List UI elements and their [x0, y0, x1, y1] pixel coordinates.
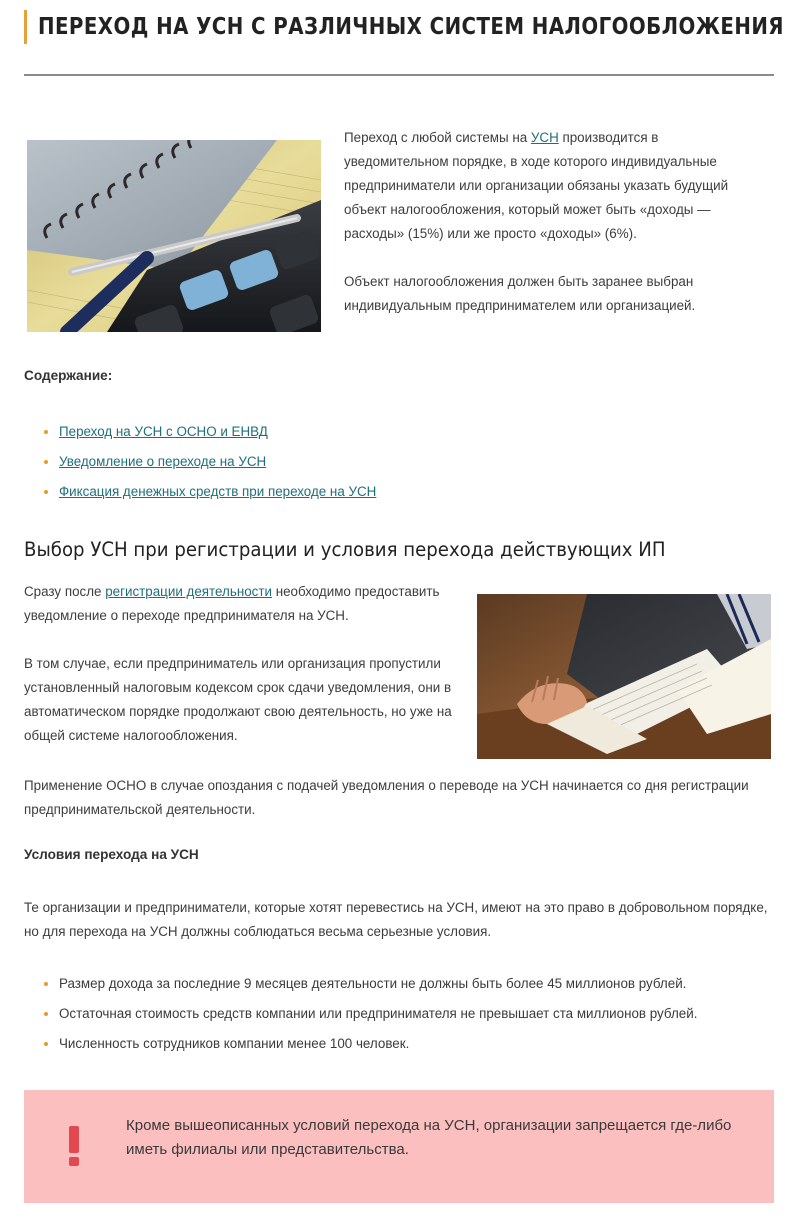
section-paragraph-2: В том случае, если предприниматель или организация пропустили установленный налоговым кодексом срок сдачи уведомления, они в автоматическом порядке продолжают свою деятельность, но уже на общей системе налогообложения. [24, 656, 452, 743]
bullet-icon [44, 490, 48, 494]
condition-item: Остаточная стоимость средств компании или предпринимателя не превышает ста миллионов рублей. [24, 999, 697, 1029]
section-heading: Выбор УСН при регистрации и условия перехода действующих ИП [24, 538, 666, 561]
toc-link[interactable]: Переход на УСН с ОСНО и ЕНВД [59, 424, 268, 439]
toc-item [24, 447, 376, 477]
conditions-heading: Условия перехода на УСН [24, 847, 199, 862]
toc-list [24, 417, 376, 507]
condition-item: Размер дохода за последние 9 месяцев деятельности не должны быть более 45 миллионов рублей. [24, 969, 697, 999]
registration-link[interactable]: регистрации деятельности [105, 584, 272, 599]
intro-paragraph-1: Переход с любой системы на УСН производится в уведомительном порядке, в ходе которого индивидуальные предприниматели или организации обязаны указать будущий объект налогообложения, который может быть «доходы — расходы» (15%) или же просто «доходы» (6%). [344, 130, 729, 241]
calculator-notebook-image [27, 140, 321, 332]
businessman-documents-image [477, 594, 771, 759]
intro-text [344, 126, 764, 342]
toc-link[interactable]: Фиксация денежных средств при переходе на УСН [59, 484, 377, 499]
toc-item [24, 417, 376, 447]
bullet-icon [44, 1042, 48, 1046]
page-title: ПЕРЕХОД НА УСН С РАЗЛИЧНЫХ СИСТЕМ НАЛОГООБЛОЖЕНИЯ [38, 14, 784, 40]
bullet-icon [44, 430, 48, 434]
warning-box [24, 1090, 774, 1203]
title-divider [24, 74, 774, 76]
bullet-icon [44, 1012, 48, 1016]
toc-title: Содержание: [24, 368, 113, 383]
intro-paragraph-2: Объект налогообложения должен быть заранее выбран индивидуальным предпринимателем или организацией. [344, 274, 696, 313]
warning-text: Кроме вышеописанных условий перехода на УСН, организации запрещается где-либо иметь филиалы или представительства. [126, 1117, 732, 1158]
condition-item: Численность сотрудников компании менее 100 человек. [24, 1029, 697, 1059]
section-paragraph-3: Применение ОСНО в случае опоздания с подачей уведомления о переводе на УСН начинается со дня регистрации предпринимательской деятельности. [24, 778, 749, 817]
section-paragraph-1: Сразу после регистрации деятельности необходимо предоставить уведомление о переходе предпринимателя на УСН. [24, 584, 440, 623]
section-text [24, 580, 464, 772]
page-title-block [24, 10, 786, 44]
bullet-icon [44, 982, 48, 986]
bullet-icon [44, 460, 48, 464]
conditions-intro: Те организации и предприниматели, которые хотят перевестись на УСН, имеют на это право в добровольном порядке, но для перехода на УСН должны соблюдаться весьма серьезные условия. [24, 900, 768, 939]
usn-link[interactable]: УСН [530, 130, 559, 145]
exclamation-icon [64, 1126, 84, 1170]
toc-item [24, 477, 376, 507]
conditions-list [24, 969, 697, 1059]
toc-link[interactable]: Уведомление о переходе на УСН [59, 454, 267, 469]
